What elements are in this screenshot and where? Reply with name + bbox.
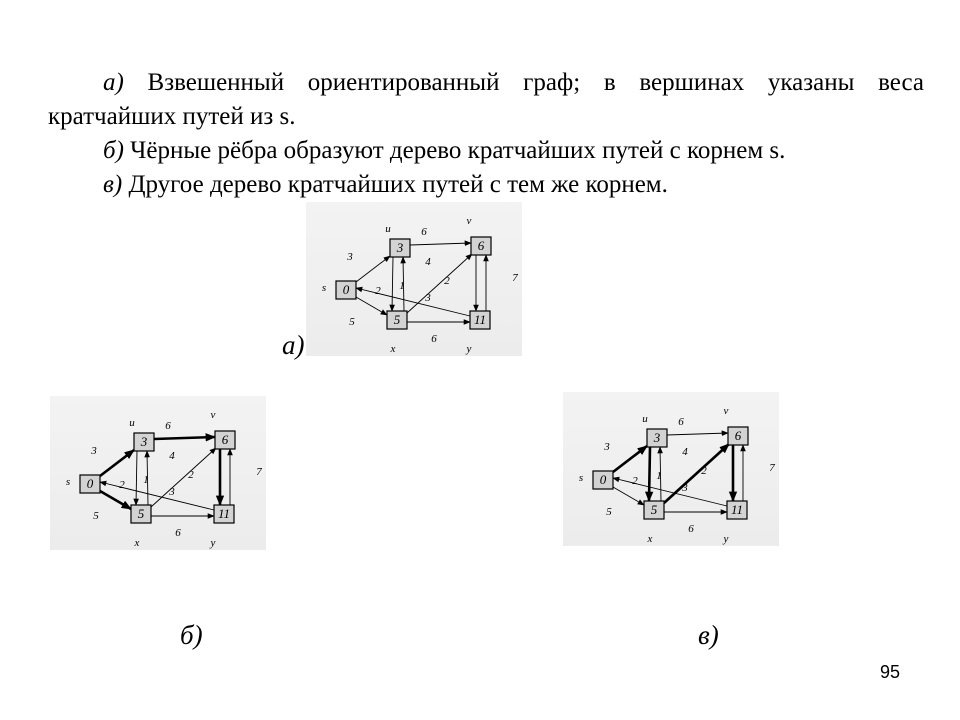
edge-weight-u-x: 2 xyxy=(119,479,125,491)
edge-u-v xyxy=(667,433,728,435)
graph-svg-a xyxy=(306,202,522,356)
node-label-y: y xyxy=(723,533,729,545)
node-distance-u: 3 xyxy=(653,430,661,445)
edge-weight-x-y: 6 xyxy=(175,527,181,539)
diagram-caption-b: б) xyxy=(180,620,203,650)
node-label-v: v xyxy=(466,215,472,227)
graph-diagram-b xyxy=(50,396,266,550)
graph-svg-b xyxy=(50,396,266,550)
edge-x-v xyxy=(664,444,729,503)
node-label-x: x xyxy=(390,343,396,355)
edge-weight-x-u: 1 xyxy=(656,470,662,482)
edge-weight-v-y: 2 xyxy=(444,275,450,287)
edge-y-s xyxy=(613,478,727,506)
edge-weight-u-v: 6 xyxy=(421,226,427,238)
edge-weight-v-y: 2 xyxy=(701,465,707,477)
edge-u-v xyxy=(154,437,215,439)
edge-weight-u-x: 2 xyxy=(632,475,638,487)
edge-x-v xyxy=(407,254,472,313)
node-label-x: x xyxy=(134,537,140,549)
edge-weight-s-u: 3 xyxy=(91,445,97,457)
edge-u-x xyxy=(392,257,393,311)
edge-weight-x-v: 4 xyxy=(682,446,688,458)
edge-weight-u-v: 6 xyxy=(165,420,171,432)
node-label-v: v xyxy=(210,409,216,421)
node-distance-x: 5 xyxy=(393,312,401,327)
node-label-s: s xyxy=(578,472,584,484)
node-label-v: v xyxy=(723,405,729,417)
edge-s-x xyxy=(613,487,644,505)
edge-s-u xyxy=(100,450,134,476)
edge-weight-s-u: 3 xyxy=(604,441,610,453)
edge-weight-x-u: 1 xyxy=(143,474,149,486)
edge-weight-x-y: 6 xyxy=(431,333,437,345)
edge-s-x xyxy=(356,297,387,315)
edge-u-x xyxy=(649,447,650,501)
node-distance-y: 11 xyxy=(217,506,231,521)
edge-u-v xyxy=(410,243,471,245)
node-label-s: s xyxy=(65,476,71,488)
node-distance-v: 6 xyxy=(477,238,485,253)
diagram-caption-c: в) xyxy=(698,620,719,650)
edge-s-u xyxy=(356,256,390,282)
graph-svg-c xyxy=(563,392,779,546)
node-distance-v: 6 xyxy=(734,428,742,443)
caption-line-3 xyxy=(48,134,924,168)
node-label-y: y xyxy=(466,343,472,355)
label-b-tag: б) xyxy=(103,137,124,164)
edge-y-s xyxy=(100,482,214,510)
node-distance-y: 11 xyxy=(473,312,487,327)
node-label-s: s xyxy=(321,282,327,294)
edge-u-x xyxy=(136,451,137,505)
node-distance-u: 3 xyxy=(396,240,404,255)
node-distance-y: 11 xyxy=(730,502,744,517)
label-a-tag: а) xyxy=(103,69,124,96)
edge-weight-u-v: 6 xyxy=(678,416,684,428)
graph-diagram-a xyxy=(306,202,522,356)
node-label-y: y xyxy=(210,537,216,549)
caption-text xyxy=(48,66,924,202)
node-distance-v: 6 xyxy=(221,432,229,447)
edge-weight-u-x: 2 xyxy=(375,285,381,297)
caption-line-4 xyxy=(48,168,924,202)
page-number: 95 xyxy=(880,662,901,682)
edge-weight-s-x: 5 xyxy=(606,506,612,518)
edge-weight-y-s: 3 xyxy=(682,482,688,494)
caption-line-1-text: Взвешенный ориентированный граф; в вершинах указаны веса xyxy=(123,69,924,96)
edge-weight-s-x: 5 xyxy=(349,316,355,328)
caption-line-4-text: Другое дерево кратчайших путей с тем же корнем. xyxy=(122,171,668,198)
graph-diagram-c xyxy=(563,392,779,546)
node-distance-s: 0 xyxy=(86,476,94,491)
node-distance-x: 5 xyxy=(137,506,145,521)
edge-s-x xyxy=(100,491,131,509)
edge-weight-y-v: 7 xyxy=(256,466,262,478)
edge-weight-x-y: 6 xyxy=(688,523,694,535)
edge-weight-v-y: 2 xyxy=(188,469,194,481)
edge-weight-x-v: 4 xyxy=(425,256,431,268)
node-label-u: u xyxy=(129,417,135,429)
edge-weight-x-v: 4 xyxy=(169,450,175,462)
edge-weight-x-u: 1 xyxy=(399,280,405,292)
caption-line-1 xyxy=(48,66,924,100)
node-distance-s: 0 xyxy=(342,282,350,297)
node-label-x: x xyxy=(647,533,653,545)
label-c-tag: в) xyxy=(103,171,123,198)
edge-weight-y-v: 7 xyxy=(512,272,518,284)
caption-line-2: кратчайших путей из s. xyxy=(48,103,296,130)
edge-weight-s-u: 3 xyxy=(347,251,353,263)
diagram-caption-a: а) xyxy=(282,330,305,360)
node-label-u: u xyxy=(642,413,648,425)
caption-line-3-text: Чёрные рёбра образуют дерево кратчайших путей с корнем s. xyxy=(123,137,786,164)
node-distance-u: 3 xyxy=(140,434,148,449)
node-distance-s: 0 xyxy=(599,472,607,487)
node-label-u: u xyxy=(385,223,391,235)
edge-weight-y-v: 7 xyxy=(769,462,775,474)
edge-y-s xyxy=(356,288,470,316)
edge-s-u xyxy=(613,446,647,472)
edge-weight-y-s: 3 xyxy=(425,292,431,304)
node-distance-x: 5 xyxy=(650,502,658,517)
edge-x-v xyxy=(151,448,216,507)
edge-weight-y-s: 3 xyxy=(169,486,175,498)
edge-weight-s-x: 5 xyxy=(93,510,99,522)
